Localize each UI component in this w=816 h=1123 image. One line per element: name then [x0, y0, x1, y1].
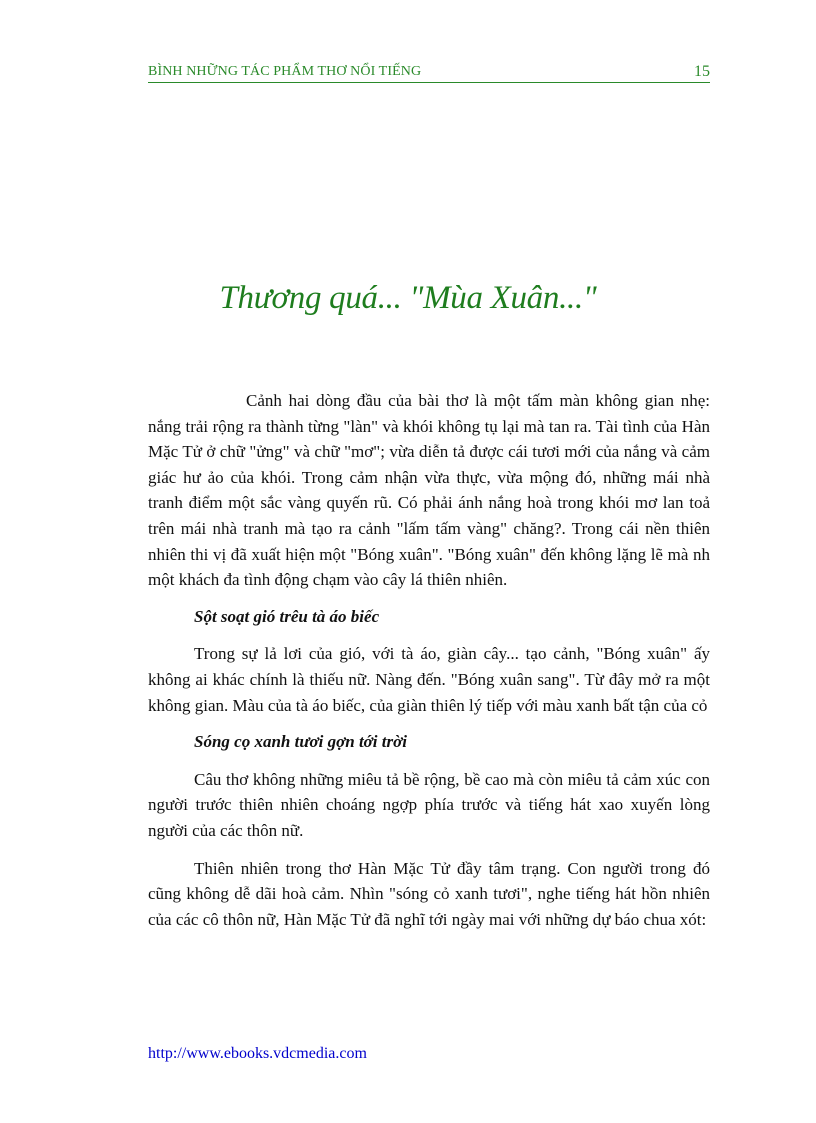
- paragraph-1: Cảnh hai dòng đầu của bài thơ là một tấm màn không gian nhẹ: nắng trải rộng ra thành từng "làn" và khói không tụ lại mà tan ra. Tài tình của Hàn Mặc Tử ở chữ "ửng" và chữ "mơ"; vừa diễn tả được cái tươi mới của nắng và cảm giác hư ảo của khói. Trong cảm nhận vừa thực, vừa mộng đó, những mái nhà tranh điểm một sắc vàng quyến rũ. Có phải ánh nắng hoà trong khói mơ lan toả trên mái nhà tranh mà tạo ra cảnh "lấm tấm vàng" chăng?. Trong cái nền thiên nhiên thi vị đã xuất hiện một "Bóng xuân". "Bóng xuân" đến không lặng lẽ mà nh một khách đa tình động chạm vào cây lá thiên nhiên.: [148, 391, 710, 590]
- verse-1: Sột soạt gió trêu tà áo biếc: [194, 606, 380, 626]
- page-number: 15: [694, 63, 710, 80]
- paragraph-2: Trong sự lả lơi của gió, với tà áo, giàn cây... tạo cảnh, "Bóng xuân" ấy không ai khác chính là thiếu nữ. Nàng đến. "Bóng xuân sang". Từ đây mở ra một không gian. Màu của tà áo biếc, của giàn thiên lý tiếp với màu xanh bất tận của cỏ: [148, 644, 710, 715]
- running-header: [148, 62, 710, 83]
- body-text: [148, 388, 710, 932]
- book-title: BÌNH NHỮNG TÁC PHẨM THƠ NỔI TIẾNG: [148, 64, 422, 79]
- chapter-title: Thương quá... "Mùa Xuân...": [219, 280, 597, 316]
- paragraph-4: Thiên nhiên trong thơ Hàn Mặc Tử đầy tâm trạng. Con người trong đó cũng không dễ dãi hoà cảm. Nhìn "sóng cỏ xanh tươi", nghe tiếng hát hồn nhiên của các cô thôn nữ, Hàn Mặc Tử đã nghĩ tới ngày mai với những dự báo chua xót:: [148, 858, 710, 929]
- verse-2: Sóng cọ xanh tươi gợn tới trời: [194, 732, 407, 752]
- footer-link[interactable]: http://www.ebooks.vdcmedia.com: [148, 1045, 367, 1062]
- paragraph-3: Câu thơ không những miêu tả bề rộng, bề cao mà còn miêu tả cảm xúc con người trước thiên nhiên choáng ngợp phía trước và tiếng hát xao xuyến lòng người của các thôn nữ.: [148, 769, 710, 840]
